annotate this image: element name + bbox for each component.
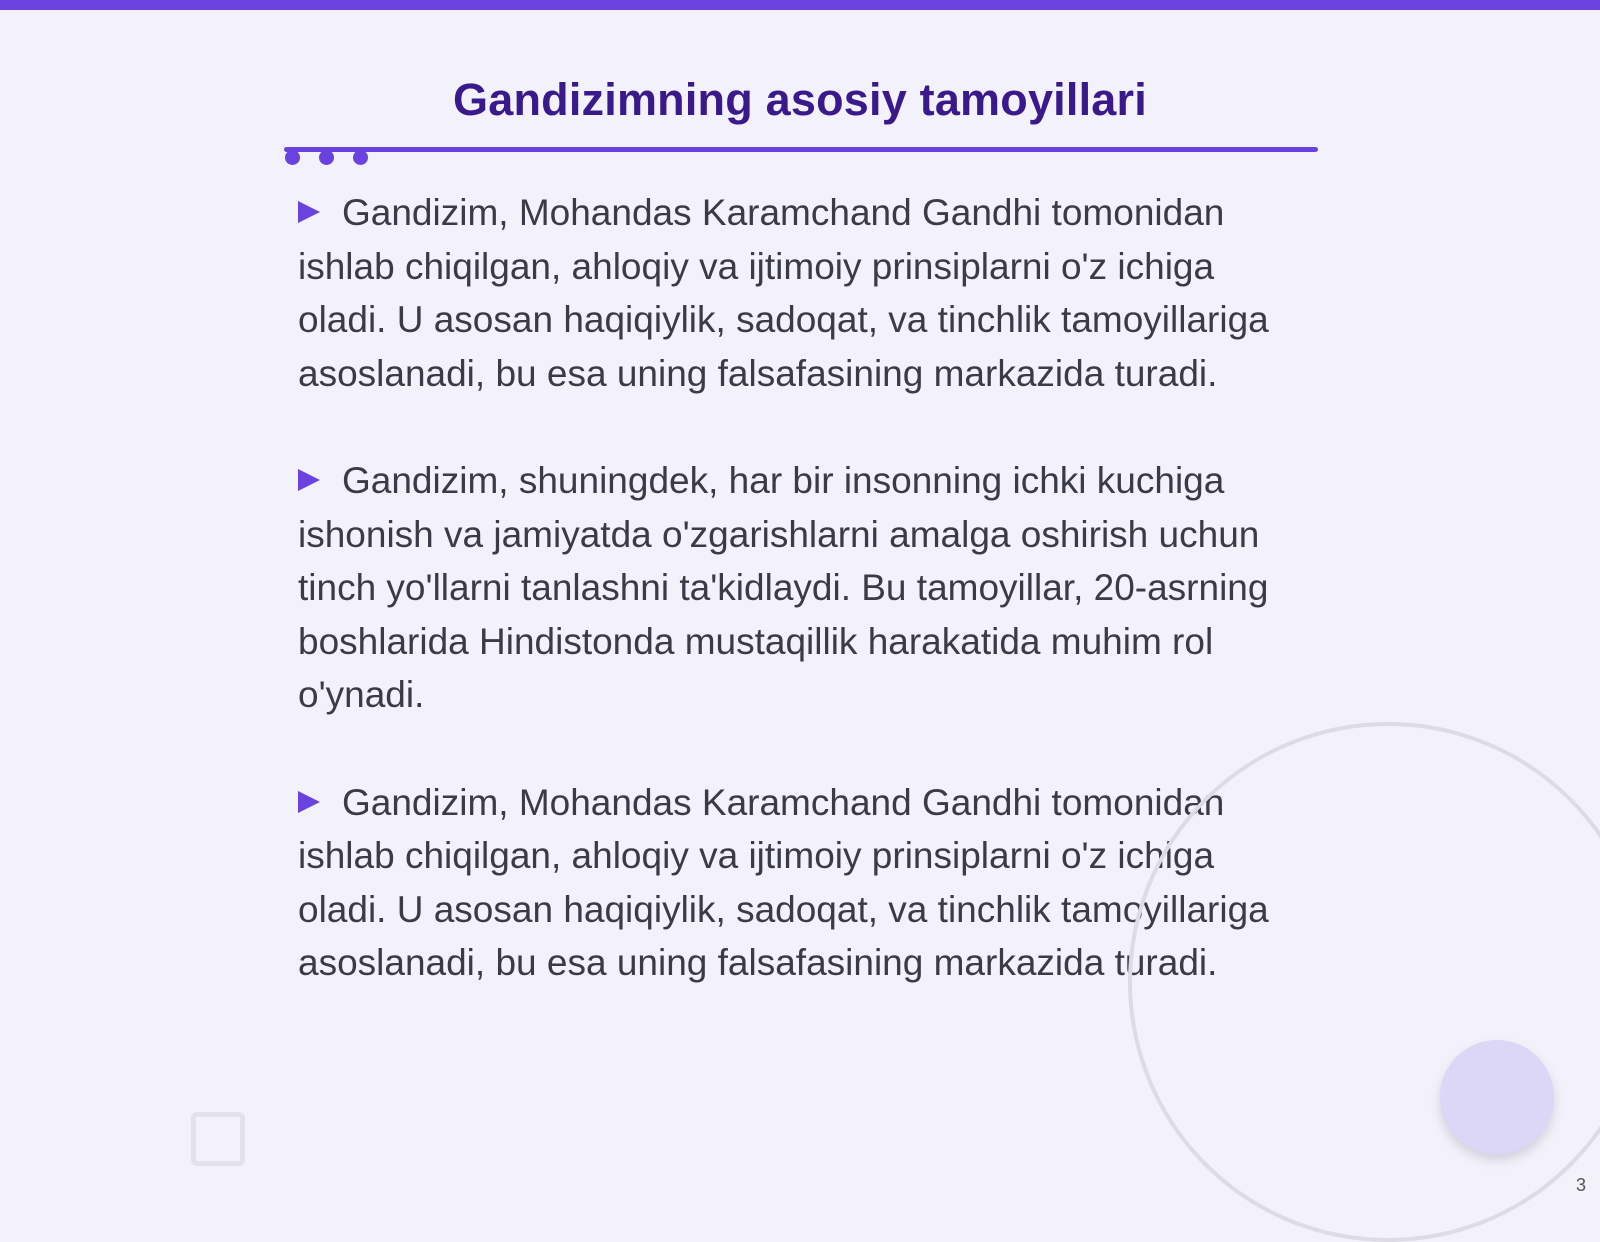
bullet-item-1: [298, 186, 1278, 400]
bullet-text-2: Gandizim, shuningdek, har bir insonning ichki kuchiga ishonish va jamiyatda o'zgarishlarni amalga oshirish uchun tinch yo'llarni tanlashni ta'kidlaydi. Bu tamoyillar, 20-asrning boshlarida Hindistonda mustaqillik harakatida muhim rol o'ynadi.: [298, 460, 1269, 715]
page-number: 3: [1575, 1175, 1586, 1195]
decorative-square: [191, 1112, 245, 1166]
title-dot-2: [319, 150, 334, 165]
bullet-item-2: [298, 454, 1278, 722]
triangle-bullet-icon: [298, 791, 320, 813]
bullet-text-3: Gandizim, Mohandas Karamchand Gandhi tomonidan ishlab chiqilgan, ahloqiy va ijtimoiy prinsiplarni o'z ichiga oladi. U asosan haqiqiylik, sadoqat, va tinchlik tamoyillariga asoslanadi, bu esa uning falsafasining markazida turadi.: [298, 781, 1269, 983]
title-underline: [284, 147, 1318, 152]
title-dot-1: [285, 150, 300, 165]
triangle-bullet-icon: [298, 201, 320, 223]
bullet-list: [298, 186, 1278, 1044]
decorative-circle: [1440, 1040, 1554, 1154]
slide-title: Gandizimning asosiy tamoyillari: [453, 74, 1147, 125]
bullet-text-1: Gandizim, Mohandas Karamchand Gandhi tomonidan ishlab chiqilgan, ahloqiy va ijtimoiy prinsiplarni o'z ichiga oladi. U asosan haqiqiylik, sadoqat, va tinchlik tamoyillariga asoslanadi, bu esa uning falsafasining markazida turadi.: [298, 192, 1269, 394]
triangle-bullet-icon: [298, 469, 320, 491]
title-dot-3: [353, 150, 368, 165]
top-accent-bar: [0, 0, 1600, 10]
